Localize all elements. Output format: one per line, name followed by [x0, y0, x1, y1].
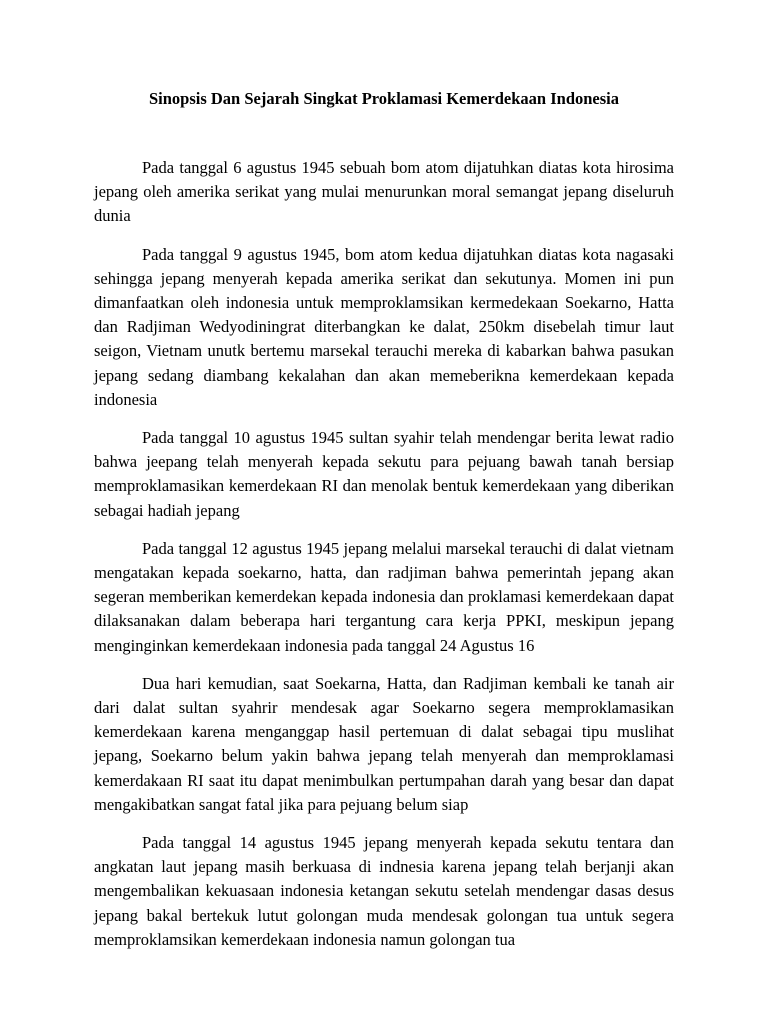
paragraph: Pada tanggal 9 agustus 1945, bom atom kedua dijatuhkan diatas kota nagasaki sehingga jepang menyerah kepada amerika serikat dan sekutunya. Momen ini pun dimanfaatkan oleh indonesia untuk memproklamsikan kermedekaan Soekarno, Hatta dan Radjiman Wedyodiningrat diterbangkan ke dalat, 250km disebelah timur laut seigon, Vietnam unutk bertemu marsekal terauchi mereka di kabarkan bahwa pasukan jepang sedang diambang kekalahan dan akan memeberikna kemerdekaan kepada indonesia	[94, 244, 674, 409]
document-page	[94, 88, 674, 966]
paragraph: Pada tanggal 10 agustus 1945 sultan syahir telah mendengar berita lewat radio bahwa jeepang telah menyerah kepada sekutu para pejuang bawah tanah bersiap memproklamasikan kemerdekaan RI dan menolak bentuk kemerdekaan yang diberikan sebagai hadiah jepang	[94, 428, 674, 520]
document-title: Sinopsis Dan Sejarah Singkat Proklamasi Kemerdekaan Indonesia	[148, 89, 620, 108]
paragraph: Pada tanggal 6 agustus 1945 sebuah bom atom dijatuhkan diatas kota hirosima jepang oleh amerika serikat yang mulai menurunkan moral semangat jepang diseluruh dunia	[94, 158, 674, 226]
document-body	[94, 156, 674, 952]
paragraph: Pada tanggal 12 agustus 1945 jepang melalui marsekal terauchi di dalat vietnam mengatakan kepada soekarno, hatta, dan radjiman bahwa pemerintah jepang akan segeran memberikan kemerdekan kepada indonesia dan proklamasi kemerdekaan dapat dilaksanakan dalam beberapa hari tergantung cara kerja PPKI, meskipun jepang menginginkan kemerdekaan indonesia pada tanggal 24 Agustus 16	[94, 538, 674, 655]
paragraph: Dua hari kemudian, saat Soekarna, Hatta, dan Radjiman kembali ke tanah air dari dalat sultan syahrir mendesak agar Soekarno segera memproklamasikan kemerdekaan karena menganggap hasil pertemuan di dalat sebagai tipu muslihat jepang, Soekarno belum yakin bahwa jepang telah menyerah dan memproklamasi kemerdakaan RI saat itu dapat menimbulkan pertumpahan darah yang besar dan dapat mengakibatkan sangat fatal jika para pejuang belum siap	[94, 673, 674, 814]
paragraph: Pada tanggal 14 agustus 1945 jepang menyerah kepada sekutu tentara dan angkatan laut jepang masih berkuasa di indnesia karena jepang telah berjanji akan mengembalikan kekuasaan indonesia ketangan sekutu setelah mendengar dasas desus jepang bakal bertekuk lutut golongan muda mendesak golongan tua untuk segera memproklamsikan kemerdekaan indonesia namun golongan tua	[94, 833, 674, 949]
